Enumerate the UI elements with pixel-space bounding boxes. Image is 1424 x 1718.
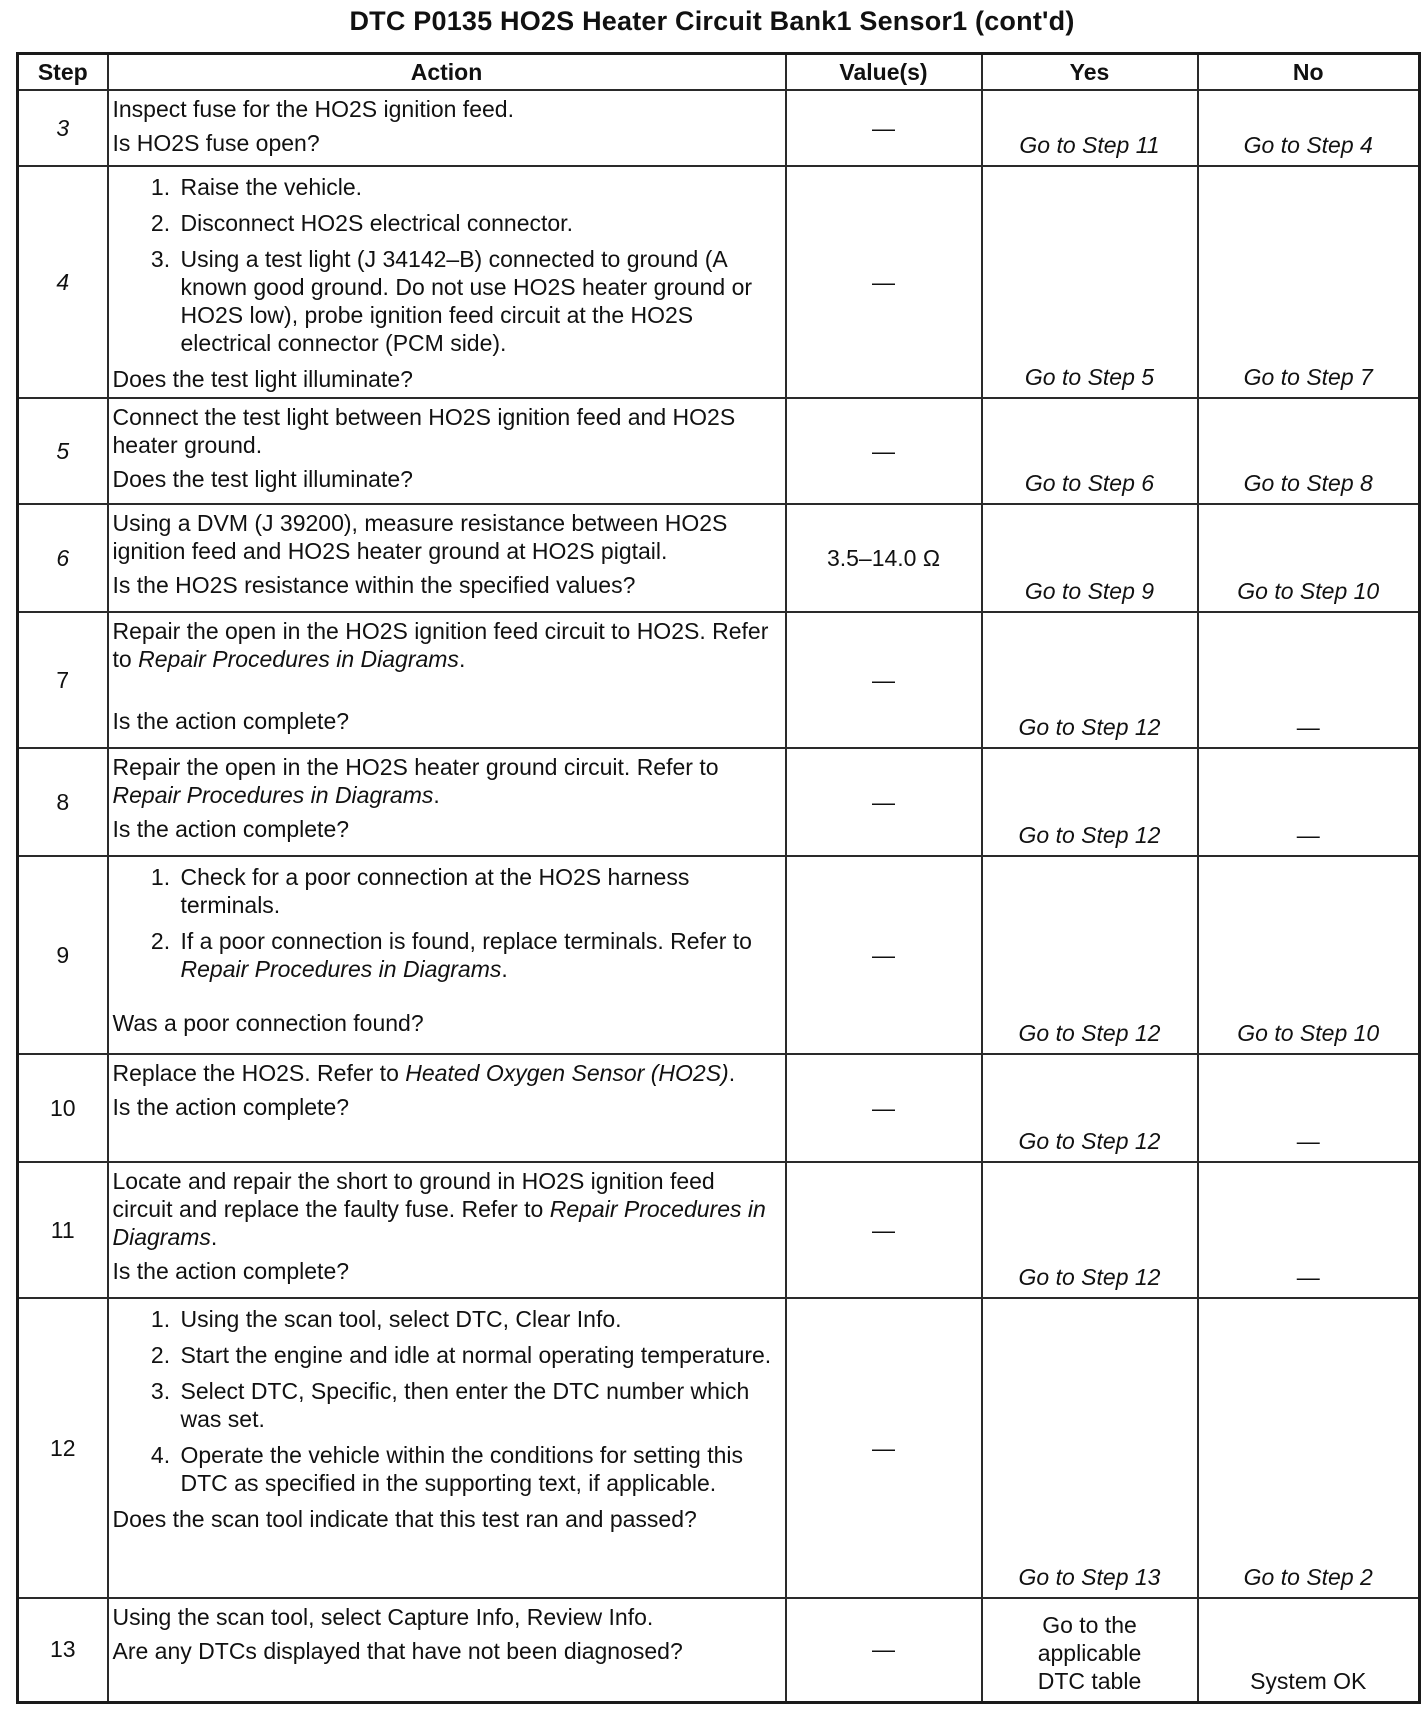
- action-cell: [108, 90, 786, 166]
- action-text-end: .: [210, 1224, 218, 1250]
- step-number: 11: [18, 1162, 108, 1298]
- list-item: 2. Disconnect HO2S electrical connector.: [177, 209, 781, 237]
- value-cell: —: [786, 1054, 982, 1162]
- no-cell: Go to Step 4: [1198, 90, 1420, 166]
- value-cell: —: [786, 856, 982, 1054]
- list-item: [177, 927, 781, 983]
- value-cell: —: [786, 1298, 982, 1598]
- value-cell: 3.5–14.0 Ω: [786, 504, 982, 612]
- action-text-reference: Heated Oxygen Sensor (HO2S): [405, 1060, 729, 1086]
- no-cell: —: [1198, 612, 1420, 748]
- step-number: 6: [18, 504, 108, 612]
- no-cell: Go to Step 2: [1198, 1298, 1420, 1598]
- action-text: Inspect fuse for the HO2S ignition feed.: [112, 96, 514, 122]
- step-number: 5: [18, 398, 108, 504]
- action-text-plain: Replace the HO2S. Refer to: [112, 1060, 406, 1086]
- table-row: [18, 612, 1420, 748]
- action-text-reference: Repair Procedures in Diagrams: [112, 1196, 766, 1250]
- action-text-reference: Repair Procedures in Diagrams: [112, 782, 434, 808]
- action-question: Is the action complete?: [112, 1258, 350, 1284]
- action-text: Using a DVM (J 39200), measure resistance between HO2S ignition feed and HO2S heater ground at HO2S pigtail.: [112, 510, 728, 564]
- no-cell: —: [1198, 748, 1420, 856]
- value-cell: —: [786, 398, 982, 504]
- page-title: DTC P0135 HO2S Heater Circuit Bank1 Sensor1 (cont'd): [349, 6, 1075, 36]
- list-item-plain: If a poor connection is found, replace terminals. Refer to: [180, 928, 752, 954]
- no-cell: —: [1198, 1054, 1420, 1162]
- action-question: Is HO2S fuse open?: [112, 130, 320, 156]
- step-number: 10: [18, 1054, 108, 1162]
- table-row: [18, 398, 1420, 504]
- action-question: Does the scan tool indicate that this test ran and passed?: [112, 1506, 697, 1532]
- action-cell: [108, 1054, 786, 1162]
- action-cell: [108, 1162, 786, 1298]
- no-cell: —: [1198, 1162, 1420, 1298]
- step-number: 9: [18, 856, 108, 1054]
- header-no: No: [1198, 54, 1420, 91]
- yes-cell: Go to Step 11: [982, 90, 1198, 166]
- no-cell: Go to Step 8: [1198, 398, 1420, 504]
- action-cell: [108, 1298, 786, 1598]
- yes-cell: Go to Step 12: [982, 1162, 1198, 1298]
- step-number: 7: [18, 612, 108, 748]
- step-number: 12: [18, 1298, 108, 1598]
- yes-cell: Go to Step 13: [982, 1298, 1198, 1598]
- header-yes: Yes: [982, 54, 1198, 91]
- action-list: [113, 173, 781, 357]
- header-action: Action: [108, 54, 786, 91]
- action-list: [113, 863, 781, 983]
- action-text: [113, 617, 781, 673]
- list-item-end: .: [501, 956, 508, 982]
- yes-line: Go to the: [1042, 1611, 1137, 1638]
- action-text-plain: Locate and repair the short to ground in HO2S ignition feed circuit and replace the faulty fuse. Refer to: [112, 1168, 715, 1222]
- step-number: 3: [18, 90, 108, 166]
- action-text-end: .: [728, 1060, 736, 1086]
- yes-line: DTC table: [1037, 1667, 1142, 1694]
- table-row: [18, 1598, 1420, 1702]
- table-row: [18, 504, 1420, 612]
- table-row: [18, 90, 1420, 166]
- value-cell: —: [786, 1162, 982, 1298]
- table-row: [18, 1298, 1420, 1598]
- diagnostic-table: [16, 52, 1421, 1704]
- table-row: [18, 856, 1420, 1054]
- action-question: Is the action complete?: [112, 816, 350, 842]
- header-values: Value(s): [786, 54, 982, 91]
- step-number: 13: [18, 1598, 108, 1702]
- yes-cell: Go to Step 12: [982, 612, 1198, 748]
- action-text: Connect the test light between HO2S ignition feed and HO2S heater ground.: [112, 404, 736, 458]
- no-cell: Go to Step 10: [1198, 504, 1420, 612]
- action-question: Does the test light illuminate?: [112, 466, 413, 492]
- yes-cell: Go to Step 12: [982, 748, 1198, 856]
- yes-cell: Go to Step 12: [982, 1054, 1198, 1162]
- action-cell: [108, 748, 786, 856]
- action-text: [113, 1059, 781, 1087]
- action-cell: [108, 1598, 786, 1702]
- yes-cell: Go to Step 12: [982, 856, 1198, 1054]
- step-number: 8: [18, 748, 108, 856]
- action-list: [113, 1305, 781, 1497]
- action-text: Using the scan tool, select Capture Info, Review Info.: [112, 1604, 654, 1630]
- value-cell: —: [786, 612, 982, 748]
- yes-line: applicable: [1037, 1639, 1142, 1666]
- table-row: [18, 1162, 1420, 1298]
- list-item: 1. Check for a poor connection at the HO2S harness terminals.: [177, 863, 781, 919]
- action-cell: [108, 856, 786, 1054]
- table-row: [18, 748, 1420, 856]
- action-cell: [108, 612, 786, 748]
- table-row: [18, 166, 1420, 398]
- value-cell: —: [786, 166, 982, 398]
- list-item: 1. Using the scan tool, select DTC, Clear Info.: [177, 1305, 781, 1333]
- value-cell: —: [786, 90, 982, 166]
- action-question: Is the HO2S resistance within the specified values?: [112, 572, 636, 598]
- action-question: Was a poor connection found?: [112, 1010, 424, 1036]
- list-item: 2. Start the engine and idle at normal operating temperature.: [177, 1341, 781, 1369]
- step-number: 4: [18, 166, 108, 398]
- no-cell: Go to Step 10: [1198, 856, 1420, 1054]
- list-item-reference: Repair Procedures in Diagrams: [180, 956, 502, 982]
- action-cell: [108, 504, 786, 612]
- yes-cell: Go to Step 9: [982, 504, 1198, 612]
- action-question: Is the action complete?: [112, 1094, 350, 1120]
- action-text-end: .: [433, 782, 440, 808]
- value-cell: —: [786, 1598, 982, 1702]
- table-row: [18, 1054, 1420, 1162]
- value-cell: —: [786, 748, 982, 856]
- header-step: Step: [18, 54, 108, 91]
- action-text: [113, 753, 781, 809]
- action-question: Are any DTCs displayed that have not been diagnosed?: [112, 1638, 683, 1664]
- yes-cell: Go to Step 5: [982, 166, 1198, 398]
- yes-cell: [982, 1598, 1198, 1702]
- action-question: Is the action complete?: [112, 708, 350, 734]
- action-question: Does the test light illuminate?: [112, 366, 413, 392]
- action-cell: [108, 166, 786, 398]
- yes-cell: Go to Step 6: [982, 398, 1198, 504]
- action-text-reference: Repair Procedures in Diagrams: [138, 646, 459, 672]
- action-cell: [108, 398, 786, 504]
- header-row: [18, 54, 1420, 91]
- yes-multiline: [1038, 1611, 1142, 1695]
- list-item: 4. Operate the vehicle within the conditions for setting this DTC as specified in the supporting text, if applicable.: [177, 1441, 781, 1497]
- no-cell: Go to Step 7: [1198, 166, 1420, 398]
- action-text-end: .: [458, 646, 466, 672]
- action-text-plain: Repair the open in the HO2S ignition feed circuit to HO2S. Refer to: [112, 618, 769, 672]
- list-item: 1. Raise the vehicle.: [177, 173, 781, 201]
- list-item: 3. Using a test light (J 34142–B) connected to ground (A known good ground. Do not use HO2S heater ground or HO2S low), probe ignition feed circuit at the HO2S electrical connector (PCM side).: [177, 245, 781, 357]
- action-text-plain: Repair the open in the HO2S heater ground circuit. Refer to: [112, 754, 719, 780]
- action-text: [113, 1167, 781, 1251]
- no-cell: System OK: [1198, 1598, 1420, 1702]
- list-item: 3. Select DTC, Specific, then enter the DTC number which was set.: [177, 1377, 781, 1433]
